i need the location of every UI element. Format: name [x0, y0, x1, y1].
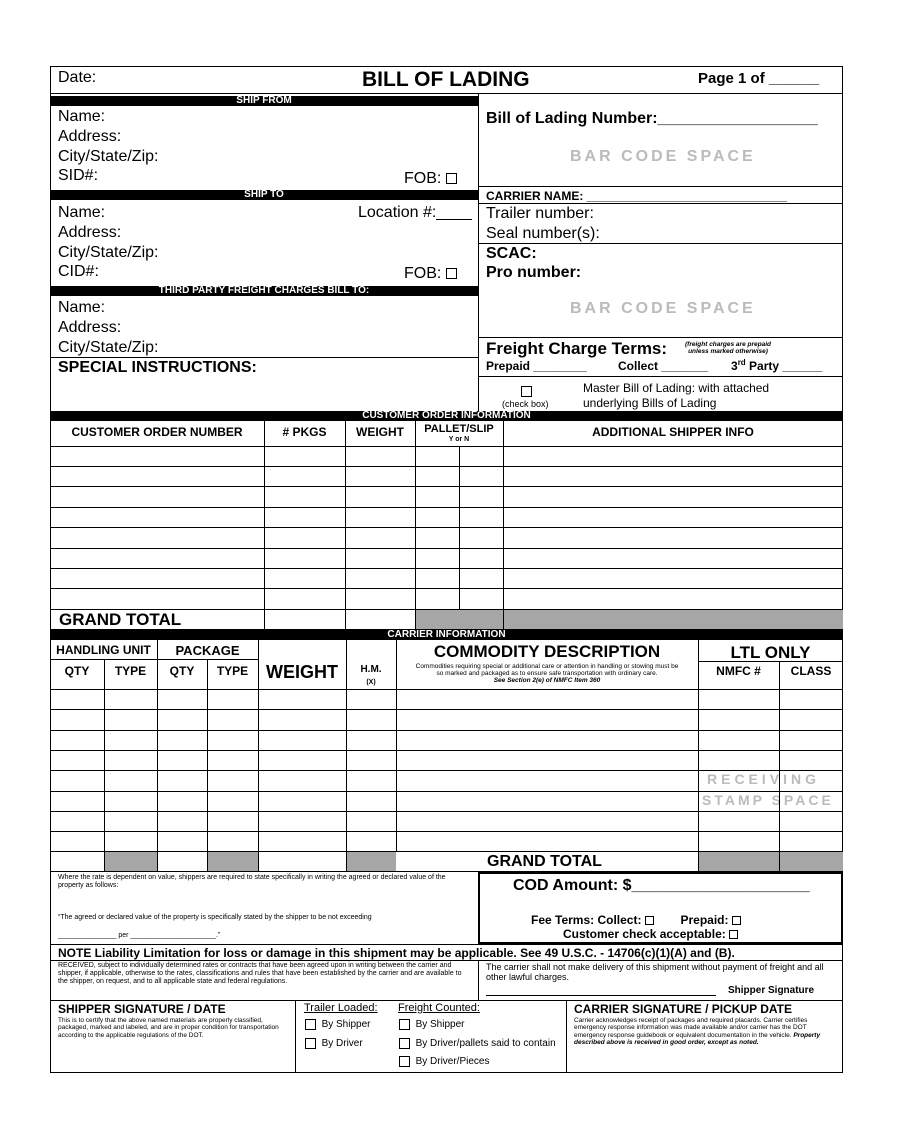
scac: SCAC: [486, 245, 537, 262]
ci-weight: WEIGHT [266, 662, 338, 682]
commodity-note: Commodities requiring special or additional care or attention in handling or stowing must be so marked and packaged as to ensure safe transportation with ordinary care. See Section 2(e) of NMFC Item 360 [415, 663, 679, 684]
fee-terms: Fee Terms: Collect: Prepaid: [531, 913, 741, 927]
table-row-line [50, 507, 843, 508]
check-box-label: (check box) [502, 399, 549, 409]
nmfc-label: NMFC # [716, 664, 761, 678]
page-label: Page 1 of ______ [698, 70, 819, 87]
table-row-line [50, 466, 843, 467]
grand-total-shaded [415, 609, 843, 629]
table-col-line [157, 640, 158, 871]
ship-to-bar: SHIP TO [50, 190, 478, 200]
table-row-line [50, 609, 843, 610]
third-party-city: City/State/Zip: [58, 339, 159, 356]
shaded-cell [698, 851, 843, 871]
table-col-line [104, 659, 105, 871]
barcode-space-2: BAR CODE SPACE [570, 300, 756, 317]
class-label: CLASS [790, 664, 832, 678]
package-label: PACKAGE [175, 643, 240, 658]
form-title: BILL OF LADING [362, 68, 530, 91]
customer-order-bar: CUSTOMER ORDER INFORMATION [50, 411, 843, 421]
collect-field[interactable]: Collect _______ [618, 359, 709, 373]
ship-to-location: Location #:____ [358, 204, 472, 221]
table-row-line [698, 661, 843, 662]
pkg-type: TYPE [216, 664, 249, 678]
shipper-signature: Shipper Signature [728, 985, 815, 996]
table-row-line [50, 791, 843, 792]
ship-from-fob: FOB: [404, 170, 457, 188]
master-bol-line1: Master Bill of Lading: with attached [583, 381, 770, 395]
fob-checkbox[interactable] [446, 173, 457, 184]
col-additional-info: ADDITIONAL SHIPPER INFO [592, 425, 754, 439]
carrier-grand-total: GRAND TOTAL [487, 853, 602, 870]
customer-check: Customer check acceptable: [563, 927, 738, 941]
table-row-line [50, 527, 843, 528]
counted-by-driver-pallets[interactable]: By Driver/pallets said to contain [399, 1038, 556, 1049]
trailer-by-shipper[interactable]: By Shipper [305, 1019, 370, 1030]
ship-from-bar: SHIP FROM [50, 96, 478, 106]
freight-terms-label: Freight Charge Terms: [486, 339, 668, 358]
table-col-line [345, 421, 346, 629]
liability-note: NOTE Liability Limitation for loss or damage in this shipment may be applicable. See 49 U.S.C. - 14706(c)(1)(A) and (B). [58, 946, 735, 960]
carrier-delivery-text: The carrier shall not make delivery of this shipment without payment of freight and all other lawful charges. [486, 962, 824, 983]
value-text: Where the rate is dependent on value, shippers are required to state specifically in writing the agreed or declared value of the property as follows: [58, 874, 446, 890]
table-col-line [779, 661, 780, 871]
table-row-line [50, 750, 843, 751]
table-row-line [50, 811, 843, 812]
ship-to-cid: CID#: [58, 263, 99, 280]
master-bol-line2: underlying Bills of Lading [583, 396, 717, 410]
ship-from-city: City/State/Zip: [58, 148, 159, 165]
received-text: RECEIVED, subject to individually determined rates or contracts that have been agreed upon in writing between the carrier and shipper, if applicable, otherwise to the rates, classifications and rules that have been established by the carrier and are available to the shipper, on request, and to all applicable state and federal regulations. [58, 962, 462, 986]
table-col-line [459, 446, 460, 609]
ship-to-fob: FOB: [404, 265, 457, 283]
receiving-stamp-2: STAMP SPACE [702, 792, 834, 808]
col-pallet-slip: PALLET/SLIP [424, 423, 494, 435]
handling-unit-label: HANDLING UNIT [56, 643, 151, 657]
prepaid-checkbox[interactable] [732, 916, 741, 925]
cod-amount[interactable]: COD Amount: $____________________ [513, 877, 810, 894]
hm-x-label: (X) [366, 679, 376, 686]
third-party-name: Name: [58, 299, 106, 316]
table-row-line [50, 730, 843, 731]
shaded-cell [346, 851, 396, 871]
table-col-line [346, 640, 347, 871]
carrier-sig-title: CARRIER SIGNATURE / PICKUP DATE [574, 1002, 793, 1016]
trailer-loaded-title: Trailer Loaded: [304, 1002, 378, 1014]
pro-number: Pro number: [486, 264, 582, 281]
ship-from-address: Address: [58, 128, 122, 145]
ship-to-city: City/State/Zip: [58, 244, 159, 261]
table-row-line [50, 548, 843, 549]
table-row-line [50, 770, 843, 771]
special-instructions: SPECIAL INSTRUCTIONS: [58, 359, 257, 376]
table-row-line [50, 629, 843, 630]
table-row-line [50, 851, 843, 852]
shaded-cell [104, 851, 157, 871]
ship-to-name: Name: [58, 204, 106, 221]
commodity-description: COMMODITY DESCRIPTION [433, 642, 661, 661]
barcode-space-1: BAR CODE SPACE [570, 148, 756, 165]
customer-check-checkbox[interactable] [729, 930, 738, 939]
hu-type: TYPE [114, 664, 147, 678]
table-row-line [50, 588, 843, 589]
table-row-line [50, 568, 843, 569]
counted-by-driver-pieces[interactable]: By Driver/Pieces [399, 1056, 489, 1067]
carrier-name: CARRIER NAME: ______________________________ [486, 189, 787, 203]
table-col-line [264, 421, 265, 629]
table-row-line [50, 831, 843, 832]
table-row-line [50, 446, 843, 447]
table-col-line [698, 640, 699, 871]
fob-checkbox[interactable] [446, 268, 457, 279]
third-party-address: Address: [58, 319, 122, 336]
bol-number: Bill of Lading Number:__________________ [486, 110, 818, 127]
table-row-line [50, 486, 843, 487]
col-customer-order-number: CUSTOMER ORDER NUMBER [71, 425, 243, 439]
counted-by-shipper[interactable]: By Shipper [399, 1019, 464, 1030]
customer-grand-total: GRAND TOTAL [59, 610, 182, 629]
carrier-sig-text: Carrier acknowledges receipt of packages and required placards. Carrier certifies emergency response information was made available and/or carrier has the DOT emergency response guidebook or equivalent documentation in the vehicle. Property described above is received in good order, except as noted. [574, 1017, 821, 1047]
trailer-number: Trailer number: [486, 205, 594, 222]
ship-from-name: Name: [58, 108, 106, 125]
third-party-bar: THIRD PARTY FREIGHT CHARGES BILL TO: [50, 286, 478, 296]
col-pkgs: # PKGS [282, 425, 327, 439]
shipper-sig-text: This is to certify that the above named materials are properly classified, packaged, marked and labeled, and are in proper condition for transportation according to the applicable regulations of the DOT. [58, 1017, 279, 1039]
receiving-stamp-1: RECEIVING [707, 771, 821, 787]
ship-from-sid: SID#: [58, 167, 99, 184]
ship-to-address: Address: [58, 224, 122, 241]
table-col-line [396, 640, 397, 851]
table-row-line [50, 709, 843, 710]
date-label: Date: [58, 69, 97, 86]
table-col-line [258, 640, 259, 871]
value-text-2: “The agreed or declared value of the property is specifically stated by the shipper to be not exceeding [58, 914, 372, 921]
table-col-line [207, 659, 208, 871]
prepaid-field[interactable]: Prepaid ________ [486, 359, 587, 373]
shaded-cell [207, 851, 258, 871]
table-col-line [415, 421, 416, 629]
hu-qty: QTY [64, 664, 90, 678]
ltl-only: LTL ONLY [730, 643, 811, 662]
seal-numbers: Seal number(s): [486, 225, 600, 242]
third-party-field[interactable]: 3rd Party ______ [731, 358, 823, 373]
pkg-qty: QTY [169, 664, 195, 678]
carrier-info-bar: CARRIER INFORMATION [50, 630, 843, 640]
hm-label: H.M. [360, 664, 382, 675]
value-per: _______________ per ______________________.” [58, 932, 221, 939]
freight-counted-title: Freight Counted: [398, 1002, 480, 1014]
freight-terms-note: (freight charges are prepaid unless marked otherwise) [685, 341, 771, 355]
yn-label: Y or N [448, 436, 470, 443]
col-weight: WEIGHT [356, 425, 404, 439]
collect-checkbox[interactable] [645, 916, 654, 925]
table-row-line [50, 689, 843, 690]
table-col-line [503, 421, 504, 629]
shipper-sig-title: SHIPPER SIGNATURE / DATE [58, 1002, 226, 1016]
trailer-by-driver[interactable]: By Driver [305, 1038, 363, 1049]
